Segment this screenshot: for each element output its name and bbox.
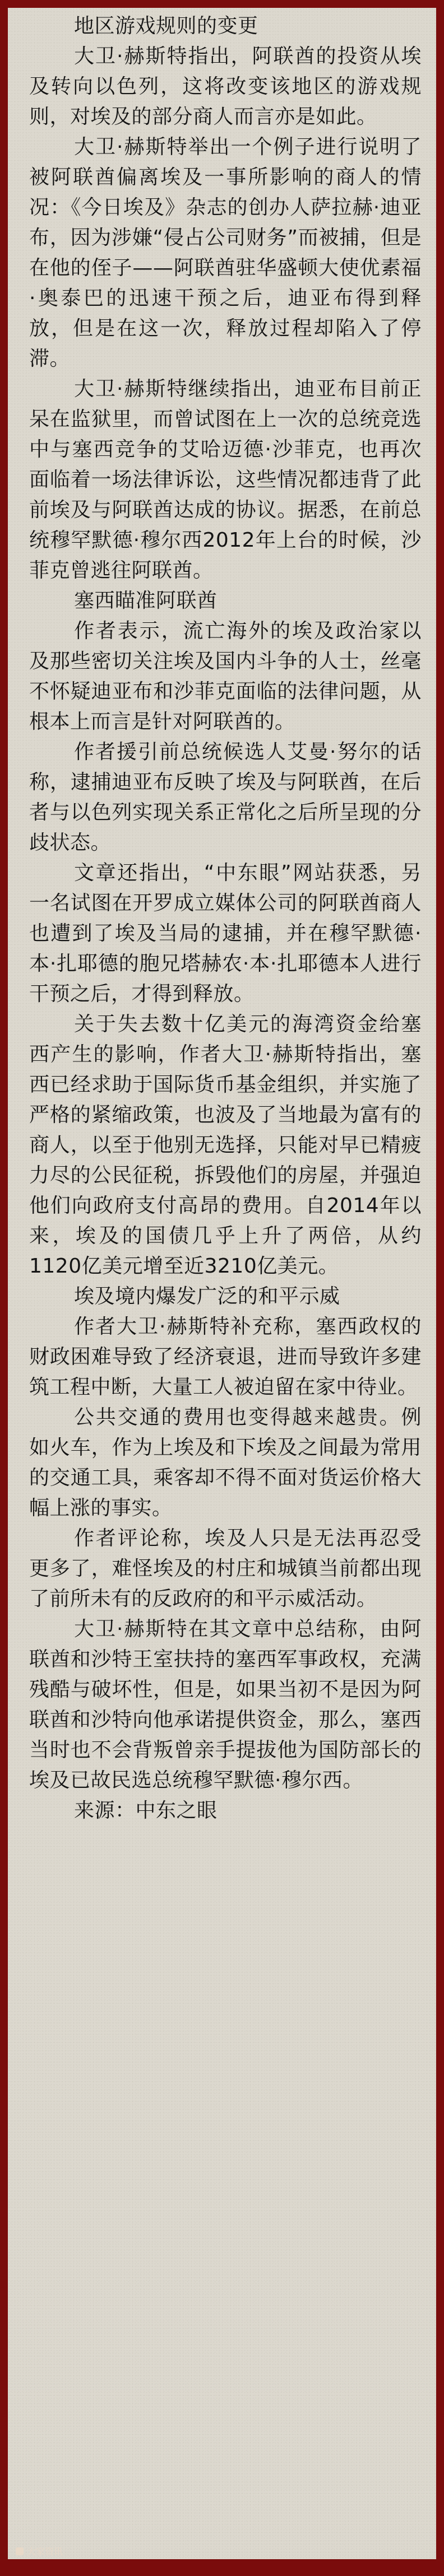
watermark-text: 大家资讯 (27, 2546, 63, 2557)
paragraph: 作者援引前总统候选人艾曼·努尔的话称，逮捕迪亚布反映了埃及与阿联酋，在后者与以色列实现关系正常化之后所呈现的分歧状态。 (29, 740, 422, 854)
paragraph: 作者大卫·赫斯特补充称，塞西政权的财政困难导致了经济衰退，进而导致许多建筑工程中断，大量工人被迫留在家中待业。 (29, 1315, 422, 1399)
paragraph: 大卫·赫斯特指出，阿联酋的投资从埃及转向以色列，这将改变该地区的游戏规则，对埃及的部分商人而言亦是如此。 (29, 45, 422, 128)
paragraph: 大卫·赫斯特举出一个例子进行说明了被阿联酋偏离埃及一事所影响的商人的情况：《今日埃及》杂志的创办人萨拉赫·迪亚布，因为涉嫌“侵占公司财务”而被捕，但是在他的侄子——阿联酋驻华盛顿大使优素福·奥泰巴的迅速干预之后，迪亚布得到释放，但是在这一次，释放过程却陷入了停滞。 (29, 136, 422, 370)
section-heading: 地区游戏规则的变更 (74, 15, 258, 38)
paragraph: 文章还指出，“中东眼”网站获悉，另一名试图在开罗成立媒体公司的阿联酋商人也遭到了埃及当局的逮捕，并在穆罕默德·本·扎耶德的胞兄塔赫农·本·扎耶德本人进行干预之后，才得到释放。 (29, 861, 422, 1005)
article-body (29, 11, 422, 1826)
watermark (16, 2545, 63, 2558)
paragraph: 大卫·赫斯特继续指出，迪亚布目前正呆在监狱里，而曾试图在上一次的总统竞选中与塞西竞争的艾哈迈德·沙菲克，也再次面临着一场法律诉讼，这些情况都违背了此前埃及与阿联酋达成的协议。据悉，在前总统穆罕默德·穆尔西2012年上台的时候，沙菲克曾逃往阿联酋。 (29, 378, 422, 582)
source-line: 来源：中东之眼 (74, 1799, 218, 1822)
paragraph: 关于失去数十亿美元的海湾资金给塞西产生的影响，作者大卫·赫斯特指出，塞西已经求助于国际货币基金组织，并实施了严格的紧缩政策，也波及了当地最为富有的商人，以至于他别无选择，只能对早已精疲力尽的公民征税，拆毁他们的房屋，并强迫他们向政府支付高昂的费用。自2014年以来，埃及的国债几乎上升了两倍，从约1120亿美元增至近3210亿美元。 (29, 1013, 422, 1278)
paragraph: 作者评论称，埃及人只是无法再忍受更多了，难怪埃及的村庄和城镇当前都出现了前所未有的反政府的和平示威活动。 (29, 1527, 422, 1610)
paragraph: 作者表示，流亡海外的埃及政治家以及那些密切关注埃及国内斗争的人士，丝毫不怀疑迪亚布和沙菲克面临的法律问题，从根本上而言是针对阿联酋的。 (29, 619, 422, 733)
section-heading: 埃及境内爆发广泛的和平示威 (74, 1285, 340, 1308)
paragraph: 大卫·赫斯特在其文章中总结称，由阿联酋和沙特王室扶持的塞西军事政权，充满残酷与破坏性，但是，如果当初不是因为阿联酋和沙特向他承诺提供资金，那么，塞西当时也不会背叛曾亲手提拔他为国防部长的埃及已故民选总统穆罕默德·穆尔西。 (29, 1618, 422, 1792)
section-heading: 塞西瞄准阿联酋 (74, 589, 218, 612)
news-app-icon (16, 2547, 24, 2555)
paragraph: 公共交通的费用也变得越来越贵。例如火车，作为上埃及和下埃及之间最为常用的交通工具，乘客却不得不面对货运价格大幅上涨的事实。 (29, 1406, 422, 1520)
